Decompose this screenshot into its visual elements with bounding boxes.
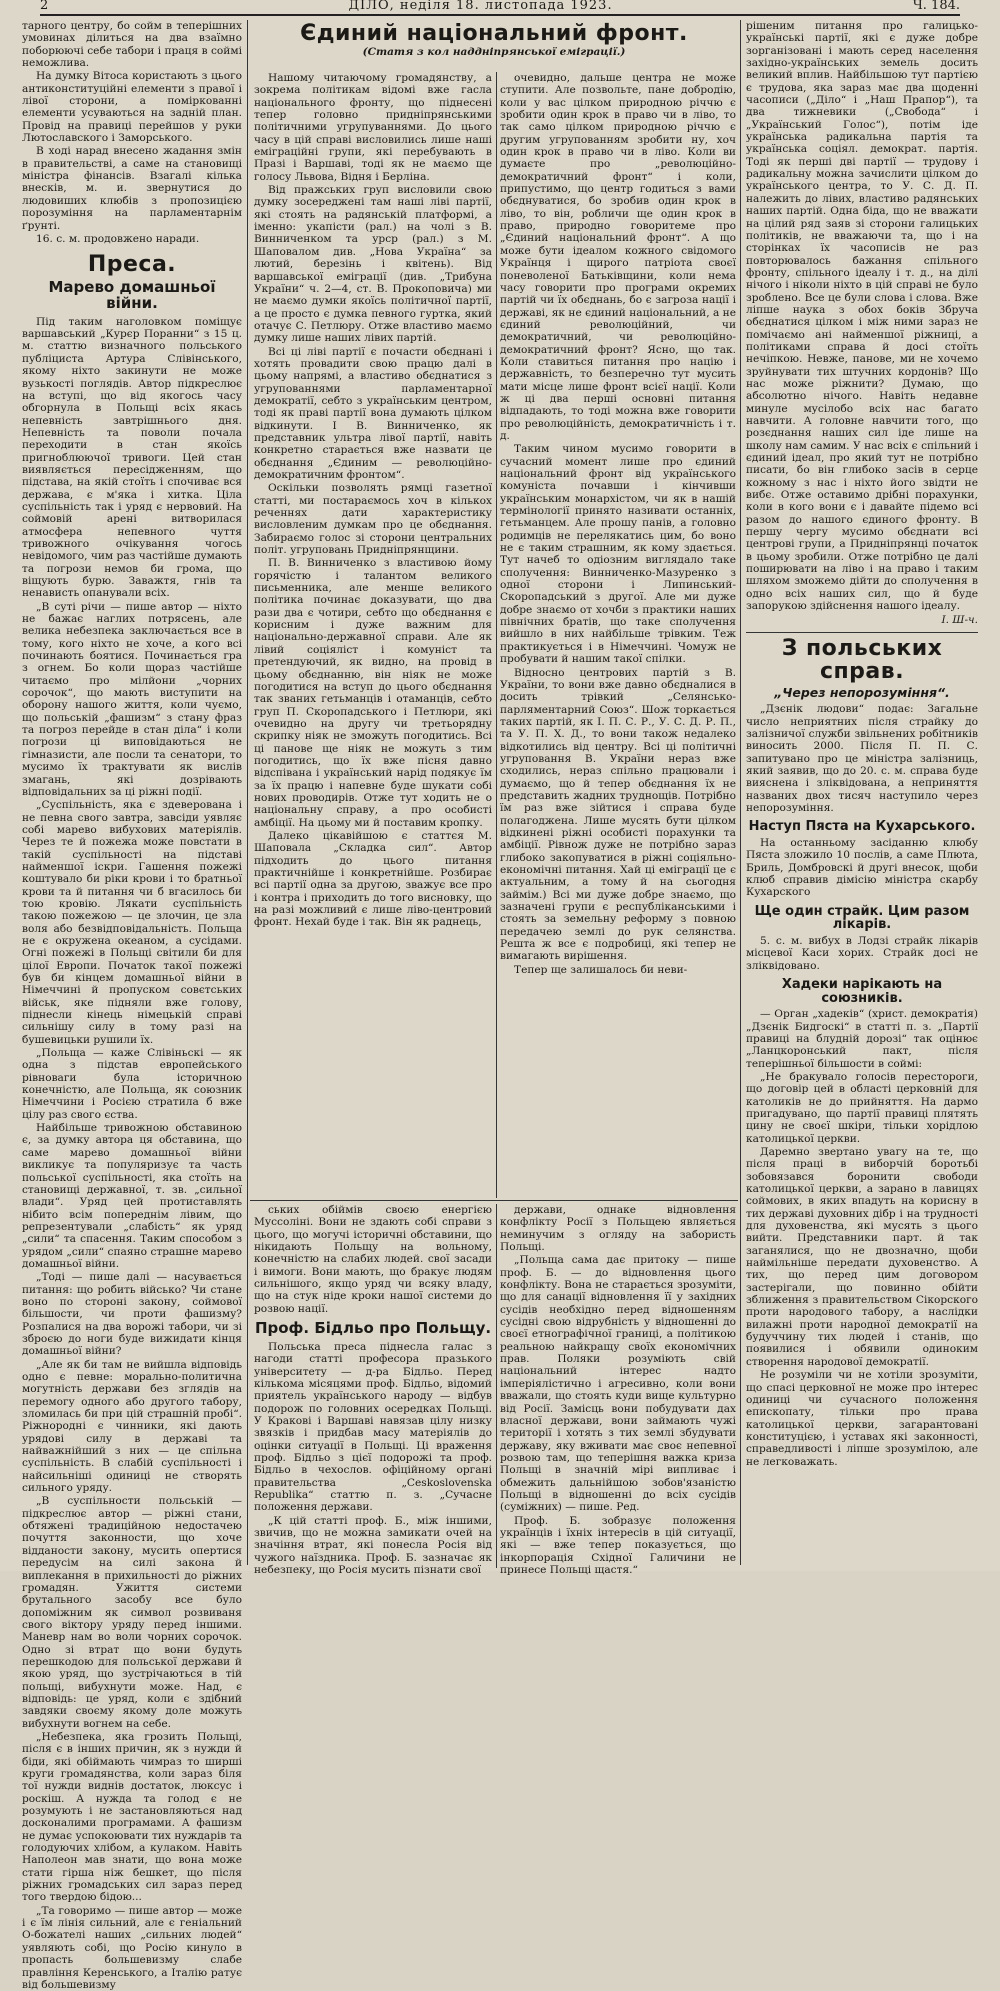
paragraph: „Польща — каже Слівіньскі — як одна з підстав европейського рівноваги була історичною конечністю, але Польща, як союзник Німеччини і Росією стратила б вже цілу раз свого єства.	[22, 1047, 242, 1121]
left-column	[22, 20, 242, 1991]
paragraph: — Орган „хадеків“ (христ. демократія) „Дзєнік Бидгоскі“ в статті п. з. „Партії правиці на блудній дорозі“ так оцінює „Ланцкоронський пакт, після теперішньої більшости в соймі:	[746, 1008, 978, 1070]
paragraph: Далеко цікавійшою є статтєя М. Шаповала „Складка сил“. Автор підходить до цього питання практичнійше і конкретнійше. Розбирає всі партії одна за другою, зважує все про і контра і приходить до того висновку, що на разі можливий є лише ліво-центровий фронт. Нехай буде і так. Він як раднець,	[254, 829, 492, 929]
paragraph: В ході нарад внесено жадання змін в правительстві, а саме на становищі міністра фінансів. Взагалі кілька внесків, м. и. звернутися до людовиших клюбів з пропозицією порозуміння на парламентарнім ґрунті.	[22, 145, 242, 232]
paragraph: ських обіймів своєю енергією Муссоліні. Вони не здають собі справи з цього, що могучі історичні обставини, що нікидають Польщу на вольному, конечністю на слабих людей. свої засади і вимоги. Вони мають, що бракує людям сильнішого, якщо уряд чи всяку владу, що на стук ніде кроки нашої системи до розвою нації.	[254, 1204, 492, 1315]
paragraph: „В суспільности польській — підкреслює автор — ріжні стани, обтяжені традиційною недостачею почуття законности, що хоче відданости закону, мусить опертися передусім на силі закона й виплекання в прихильності до ріжних громадян. Ужиття системи брутального засобу все було допоміжним як символ розвиваня свого віктору уряду перед іншими. Маневр нам во воли чорних сорочок. Одно зі втрат що вони будуть перешкодою для польської держави й якою уряд, що зустрічаються в тій польщі, вибухнути може. Над, є відповідь: це уряд, коли є здібний завдяки своєму якому доле можуть вибухнути вогнем на себе.	[22, 1495, 242, 1730]
paragraph: „Не бракувало голосів перестороги, що договір цей в області церковній для католиків не до прийняття. На дармо пригадувано, що партії правиці плятять цину не своєї шкіри, тільки хорідлою католицької церкви.	[746, 1070, 978, 1145]
article-title: Ще один страйк. Цим разом лікарів.	[754, 903, 970, 933]
article-title: Хадеки нарікають на союзників.	[781, 976, 943, 1006]
paragraph: „Та говоримо — пише автор — може і є їм лінія сильний, але є геніальний О-божателі наших „сильних людей“ уявляють собі, що Росію кинуло в пропасть большевизму слабе правління Керенського, а Італію ратує від большевизму	[22, 1904, 242, 1991]
article-title-bidlo: Проф. Бідльо про Польщу.	[254, 1319, 492, 1338]
section-title-press: Преса.	[87, 252, 177, 278]
paragraph: „Небезпека, яка грозить Польщі, після є в інших причин, як з нужди й біди, які обіймають чимраз то ширші круги громадянства, коли зараз біля тої нужди виднів достаток, люксус і роскіш. А нужда та голод є не розумують і не застановляються над досконалими програмами. А фашизм не думає успокоювати тих нуждарів та голодуючих хлібом, а кулаком. Навіть Наполеон мав знати, що вона може стати гірша ніж бешкет, що після ріжних громадських сил зараз перед того твердою бідою...	[22, 1730, 242, 1904]
right-column	[746, 20, 978, 1568]
paragraph: „Польща сама дає притоку — пише проф. Б. — до відновлення цього конфлікту. Вона не старається зрозуміти, що для санації відновлення її у західних сусідів необхідно перед відношенням сусідні свою відрубність у відношенні до своєї етнографічної границі, а політикою реальною найкращу своїх економічних прав. Поляки розуміють свій національний інтерес надто імперіялістично і агресивно, коли вони вважали, що стоять куди вище культурно від Росії. Замісць вони побудувати дах власної держави, вони займають чужі території і хотять з тих землі збудувати державу, яку вживати має своє непевної розвою там, що теперішня важка криза Польщі в значній мірі випливає і обмежить дальнійшою зобов'язаністю Польщі в відношенні до всіх сусідів (суміжних) — пише. Ред.	[500, 1254, 736, 1514]
article-title: „Через непорозуміння“.	[774, 685, 950, 701]
paragraph: Всі ці ліві партії є почасти обєднані і хотять провадити свою працю далі в цьому напрямі, а властиво обєднатися з угрупованнями парламентарної демократії, себто з українським центром, тоді як праві партії вона думають цілком відкинути. І В. Винниченко, як представник ультра лівої партії, навіть конкретно старається вже назвати це обєднання „Єдиним — революційно-демократичним фронтом“.	[254, 345, 492, 481]
main-article-title: Єдиний національний фронт.	[300, 21, 688, 46]
author-signature: І. Ш-ч.	[941, 613, 978, 626]
paragraph: „Суспільність, яка є здеверована і не певна свого завтра, завсіди уявляє собі марево вибухових матеріялів. Через те й пожежа може повстати в такій суспільності на підставі найменшої іскри. Гашення пожежі коштувало би ріки крови і то братньої крови та й питання чи б вгасилось би тою кровію. Лякати суспільність такою пожежою — це злочин, це зла воля або безвідповідальність. Польща не є окружена океаном, а сусідами. Огні пожежі в Польщі світили би для цілої Европи. Початок такої пожежі був би кінцем домашньої війни в Німеччині й пропуском совєтських військ, яке підняли вже голову, піднесли кінець німецькій справі сильнішу силу в тому разі на бушевицьки рушили їх.	[22, 799, 242, 1046]
paragraph: „Але як би там не вийшла відповідь одно є певне: морально-политична могутність держави без зглядів на перемогу одного або другого табору, зломилась би при цій страшній пробі“. Ріжнородні є чинники, які дають урядові силу в державі та найважнійший з них — це спільна суспільність. В слабій суспільності і найсильніші одиниці не створять сильного уряду.	[22, 1358, 242, 1495]
issue-number: Ч. 184.	[912, 0, 960, 13]
paragraph: Нашому читаючому громадянству, а зокрема політикам відомі вже гасла національного фронту, що піднесені тепер головно придніпрянськими політичними угрупуваннями. До цього часу в цій справі висловились лише наші еміграційні групи, які перебувають в Празі і Варшаві, тоді як не маємо ще голосу Львова, Відня і Берліна.	[254, 72, 492, 183]
paragraph: „К цій статті проф. Б., між іншими, звичив, що не можна замикати очей на значіння втрат, які понесла Росія від чужого наїздника. Проф. Б. зазначає як небезпеку, що Росія мусить пізнати свої	[254, 1514, 492, 1577]
bottom-col-2	[500, 1204, 736, 1576]
paragraph: Даремно звертано увагу на те, що після праці в виборчій боротьбі зобовязався боронити свободи католицької церкви, а зарано в лавицях соймових, в яких впадуть на корисну в тих державі духовних дібр і на трудності для духовенства, які мусять з цього вийти. Представники парт. й так заганялися, що не двозначно, щоби наймільніше передати духовенство. А тих, що перед цим договором застерігали, що повинно обійти зближення з правительством Сікорского проти народового табору, а наслідки вилажні проти народної демократії на будуччину тих людей і станів, що появилися і обявили одиноким створення народової демократії.	[746, 1145, 978, 1368]
paragraph: тарного центру, бо сойм в теперішних умовинах ділиться на два взаїмно поборюючі себе табори і праця в соймі неможлива.	[22, 20, 242, 70]
main-article-subtitle: (Статя з кол наддніпрянської еміграції.)	[362, 46, 626, 59]
section-rule	[746, 632, 978, 633]
paragraph: Оскільки позволять рямці газетної статті, ми постараємось хоч в кількох реченнях дати характеристику висловленим думкам про це обєднання. Забираємо голос зі сторони центральних політ. угруповань Придніпрянщини.	[254, 482, 492, 557]
column-rule	[496, 72, 497, 1198]
paragraph: 16. с. м. продовжено наради.	[36, 232, 200, 245]
paragraph: Не розуміли чи не хотіли зрозуміти, що спасі церковної не може про інтерес одиниці чи сучасного положення епископату, тільки про права католицької церкви, загарантовані конституцією, і уставах які законності, справедливості і ліпше зрозумілою, але не легковажать.	[746, 1369, 978, 1468]
section-title-polish-affairs: З польських справ.	[781, 635, 943, 684]
paragraph: „Тоді — пише далі — насувається питання: що робить військо? Чи стане воно по стороні закону, соймової більшости, чи проти фашизму? Розпалися на два ворожі табори, чи зі зброєю до ноги буде вижидати кінця домашньої війни?	[22, 1271, 242, 1358]
section-rule	[250, 1200, 738, 1201]
paragraph: Відносно центрових партій з В. України, то вони вже давно обєдналися в досить трівкий „Селянсько-парляментарний Союз“. Шож торкається таких партій, як І. П. С. Р., У. С. Д. Р. П., та У. П. Х. Д., то вони також недалеко відкотились від центру. Всі ці політичні угруповання В. України нераз вже сходились, нераз спільно працювали і думаємо, що й тепер обєднання їх не представить жадних труднощів. Потрібно їм раз вже зійтися і справа буде полагоджена. Лише мусять бути цілком відкинені ріжні особисті порахунки та амбіції. Рівнож дуже не потрібно зараз глибоко закопуватися в ріжні соціяльно-економічні питання. Хай ці еміграції це є актуальним, а тому й на сьогодня займім.) Всі ми дуже добре знаємо, що зазначені групи є республіканськими і стоять за земельну реформу з повною передачею землі до рук селянства. Решта ж все є подробиці, які тепер не вимагають вирішення.	[500, 666, 736, 963]
paragraph: Польська преса піднесла галас з нагоди статті професора празького університету — д-ра Бідльо. Перед кількома місяцями проф. Бідльо, відомий приятель українського народу — відбув подорож по головних осередках Польщі. У Кракові і Варшаві навязав цілу низку звязків і придбав масу матеріялів до оцінки ситуації в Польщі. Ці враження проф. Бідльо з цієї подорожі та проф. Бідльо в чехослов. офіційному органі правительства „Ceskoslovenska Republika“ статтю п. з. „Сучасне положення держави.	[254, 1340, 492, 1514]
column-rule	[247, 20, 248, 1565]
main-article-col-2	[500, 72, 736, 1198]
paragraph: Під таким наголовком поміщує варшавський „Курєр Поранни“ з 15 ц. м. статтю визначного польського публіциста Артура Слівінського, якому ніхто закинути не може вузькості поглядів. Автор підкреслює на вступі, що від якогось часу обгорнула в Польщі всіх якась непевність завтрішнього дня. Непевність та поволи почала переходити в стан якоїсь пригноблюючої тривоги. Цей стан виявляється пересідженням, що підстава, на якій стоїть і спочиває вся держава, є м'яка і хитка. Ціла суспільність так і уряд є нервовий. На соймовій арені витворилася атмосфера непевного чуття тривожного очікування чогось невідомого, чим раз частійше думають та погрози немов би грома, що віщують бурю. Заважтя, гнів та ненависть опанували всіх.	[22, 315, 242, 600]
paragraph: „В суті річи — пише автор — ніхто не бажає наглих потрясень, але велика небезпека заключається все в тому, кого ніхто не хоче, а кого всі починають боятися. Починається гра з огнем. Бо коли щораз частійше читаємо про мілйони „чорних сорочок“, що мають виступити на оборону нашого життя, коли чуємо, що польській „фашизм“ з стану фраз та погроз перейде в стан діла“ і коли погрози ці виповідаються не гімназисти, але посли та сенатори, то мусимо їх трактувати як вислів змагань, які дозрівають відповідальних за ці ріжні події.	[22, 600, 242, 798]
paragraph: На думку Вітоса користають з цього антиконституційні елементи з правої і лівої сторони, а поміркованні елементи усуваються на задній план. Провід на правиці перейшов у руки Лютославского і Заморського.	[22, 70, 242, 145]
paragraph: Найбільше тривожною обставиною є, за думку автора ця обставина, що саме марево домашньої війни викликує та популяризує та часть польської суспільності, яка стоїть на становищі державної, т. зв. „сильної влади“. Уряд цей протиставлять нібито всім попереднім лівим, що репрезентували „слабість“ як уряд „сили“ та спасення. Таким способом з урядом „сили“ спаяно страшне марево домашньої війни.	[22, 1122, 242, 1270]
paragraph: держави, однаке відновлення конфлікту Росії з Польщею являється неминучим з огляду на забористь Польщі.	[500, 1204, 736, 1254]
paragraph: Проф. Б. зобразує положення українців і їхніх інтересів в цій ситуації, які — вже тепер показується, що інкорпорація Східної Галичини не принесе Польщі щастя.“	[500, 1514, 736, 1576]
paragraph: 5. с. м. вибух в Лодзі страйк лікарів місцевої Каси хорих. Страйк досі не зліквідовано.	[746, 934, 978, 972]
paragraph: Таким чином мусимо говорити в сучасний момент лише про єдиний національний фронт від українського комуніста почавши і кінчивши українським монархістом, чи як в нашій термінології принято називати останніх, гетьманцем. Але прошу панів, а головно родимців не перелякатись цим, бо воно не є таким страшним, як кому здається. Тут начеб то одіозним виглядало таке сполучення: Винниченко-Мазуренко з одної сторони і Липинський-Скоропадський з другої. Але ми дуже добре знаємо от хочби з практики наших північних братів, що таке сполучення вийшло в них найбільше трівким. Теж практикується і в Німеччині. Чомуж не пробувати й нашим такої спілки.	[500, 443, 736, 666]
running-header	[40, 0, 960, 16]
column-rule	[740, 20, 741, 1565]
paragraph: Тепер ще залишалось би неви-	[514, 963, 688, 976]
main-article-header	[252, 22, 736, 72]
bottom-col-1	[254, 1204, 492, 1577]
article-title: Наступ Пяста на Кухарського.	[748, 819, 976, 835]
paragraph: Від пражських груп висловили свою думку зосереджені там наші ліві партії, які стоять на радянській платформі, а іменно: укапісти (рал.) на чолі з В. Винниченком та урср (рал.) з М. Шаповалом див. „Нова Україна“ за лютий, березінь і квітень). Від варшавської еміграції (див. „Трибуна України“ ч. 2—4, ст. В. Прокоповича) ми не маємо думки якоїсь політичної партії, а це просто є думка певного гуртка, який отачує С. Петлюру. Отже властиво маємо думку лише наших лівих партій.	[254, 184, 492, 345]
paragraph: очевидно, дальше центра не може ступити. Але позвольте, пане добродію, коли у вас цілком природною річчю є зробити один крок в право чи в ліво, то так само цілком природною річчю є другим угрупованням зробити ну, хоч один крок в право чи в ліво. Коли ви думаєте про „революційно-демократичний фронт“ і коли, припустимо, що центр годиться з вами обєднуватися, бо зробив один крок в ліво, то він, робличи ще один крок в право, природно говоритеме про „Єдиний національний фронт“. А що може бути ідеалом кожного свідомого Українця і щирого патріота своєї поневоленої Батьківщини, коли нема часу говорити про програми окремих партій чи їх обєднань, бо є загроза нації і державі, як не єдиний національний, а не єдиний революційний, чи демократичний, чи революційно-демократичний фронт? Ясно, що так. Коли ставиться питання про націю і державність, то безперечно тут мусить мати місце лише фронт всієї нації. Коли ж ці два перші основні питання відпадають, то тоді можна вже говорити про революційність, демократичність і т. д.	[500, 72, 736, 442]
column-rule	[496, 1204, 497, 1568]
article-title: Марево домашньої війни.	[48, 278, 216, 313]
paragraph: На останньому засіданню клюбу Пяста зложило 10 послів, а саме Плюта, Бриль, Домбровскі й другі внесок, щоби клюб справив дімісію міністра скарбу Кухарского	[746, 836, 978, 899]
paragraph: „Дзєнік людови“ подає: Загальне число неприятних після страйку до залізничої служби звільнених робітників виносить 2000. Після П. П. С. запитувано про це міністра залізниць, який заявив, що до 20. с. м. справа буде вияснена і зліквідована, а неприняття названих двох тисяч наступило через непорозуміння.	[746, 703, 978, 814]
paragraph: П. В. Винниченко з властивою йому горячістю і талантом великого письменника, але менше великого політика починає доказувати, що два рази два є чотири, себто що обєднання є корисним і дуже важним для національно-державної справи. Але як лівий соціяліст і комуніст та претендуючий, як видно, на провід в цьому обєднанню, він ніяк не може погодитися на вступ до цього обєднання так званих гетьманців і отаманців, себто груп П. Скоропадського і Петлюри, які очевидно на другу чи третьорядну скрипку ніяк не зможуть погодитись. Всі ці панове ще ніяк не можуть з тим погодитись, що їх вже пісня давно відспівана і український нарід подякує їм за їх працю і напевне буде шукати собі нових проводирів. Отже тут ходить не о національну справу, а про особисті амбіції. На цьому ми й поставим кропку.	[254, 557, 492, 829]
masthead-date: ДІЛО, неділя 18. листопада 1923.	[348, 0, 613, 13]
main-article-col-1	[254, 72, 492, 1198]
paragraph: рішеним питання про галицько-українські партії, які є дуже добре зорганізовані і мають серед населення західно-українських земель досить великий вплив. Найбільшою тут партією є трудова, яка зараз має два щоденні часописи („Діло“ і „Наш Прапор“), та два тижневики („Свобода“ і „Український Голос“), потім іде українська радикальна партія та українська соціял. демократ. партія. Тоді як перші дві партії — трудову і радикальну можна зачислити цілком до українського центра, то У. С. Д. П. належить до лівих, властиво радянських наших партій. Одна біда, що не вважати на цілий ряд заяв зі сторони галицьких політиків, не вважаючи та, що і на сторінках їх часописів не раз повторювалось бажання спільного фронту, спільного ідеалу і т. д., на ділі нічого і ніколи ніхто в цій справі не було зроблено. Все це були слова і слова. Вже ліпше наука з обох боків Збруча обєднатися цілком і між ними зараз не помічаємо ані найменшої ріжниці, а політиками справа й досі стоїть нечіпкою. Невже, панове, ми не хочемо зруйнувати тих штучних кордонів? Що нас може ріжнити? Думаю, що абсолютно нічого. Навіть недавне минуле мусілобо всіх нас багато навчити. А головне навчити того, що розєднання наших сил іде лише на школу нам самим. У нас всіх є спільний і єдиний ідеал, про який тут не потрібно писати, бо він глибоко засів в серце кожному з нас і ніхто його звідти не вибє. Отже оставимо дрібні порахунки, коли в кого вони є і давайте підемо всі разом до нашого єдиного фронту. В першу чергу мусимо обєднати всі центрові групи, а Придніпрянці початок в цьому зробили. Отже потрібно це далі поширювати на ліво і на право і таким шляхом зможемо дійти до сполучення в одно всіх наших сил, що й буде запорукою здійснення нашого ідеалу.	[746, 20, 978, 613]
page-number: 2	[40, 0, 49, 13]
